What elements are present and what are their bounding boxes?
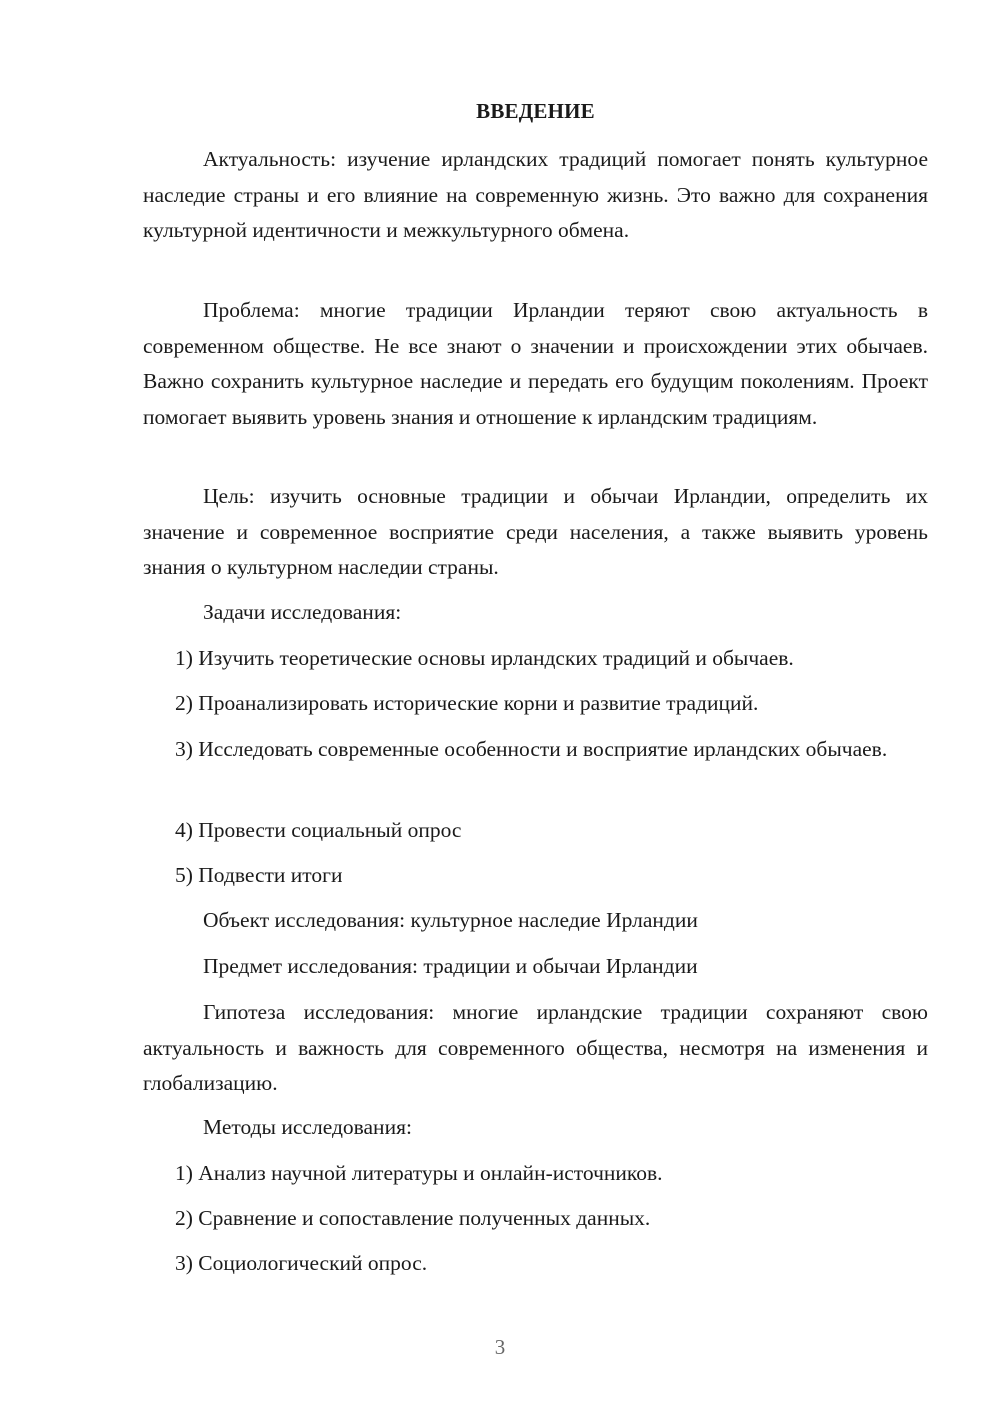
tasks-title: Задачи исследования: [203, 600, 402, 624]
task-item: 3) Исследовать современные особенности и восприятие ирландских обычаев. [175, 737, 888, 761]
subject-paragraph: Предмет исследования: традиции и обычаи Ирландии [203, 954, 698, 978]
method-item: 3) Социологический опрос. [175, 1251, 428, 1275]
task-item: 4) Провести социальный опрос [175, 818, 462, 842]
methods-title: Методы исследования: [203, 1115, 412, 1139]
task-item: 1) Изучить теоретические основы ирландских традиций и обычаев. [175, 646, 794, 670]
page-number: 3 [494, 1335, 506, 1359]
task-item: 5) Подвести итоги [175, 863, 343, 887]
object-paragraph: Объект исследования: культурное наследие Ирландии [203, 908, 698, 932]
problem-paragraph: Проблема: многие традиции Ирландии теряют свою актуальность в современном обществе. Не все знают о значении и происхождении этих обычаев. Важно сохранить культурное наследие и передать его будущим поколениям. Проект помогает выявить уровень знания и отношение к ирландским традициям. [143, 298, 928, 429]
relevance-paragraph: Актуальность: изучение ирландских традиций помогает понять культурное наследие страны и его влияние на современную жизнь. Это важно для сохранения культурной идентичности и межкультурного обмена. [143, 147, 928, 242]
goal-paragraph: Цель: изучить основные традиции и обычаи Ирландии, определить их значение и современное восприятие среди населения, а также выявить уровень знания о культурном наследии страны. [143, 484, 928, 579]
method-item: 2) Сравнение и сопоставление полученных данных. [175, 1206, 651, 1230]
section-heading: ВВЕДЕНИЕ [476, 99, 595, 123]
task-item: 2) Проанализировать исторические корни и развитие традиций. [175, 691, 759, 715]
hypothesis-paragraph: Гипотеза исследования: многие ирландские традиции сохраняют свою актуальность и важность для современного общества, несмотря на изменения и глобализацию. [143, 1000, 928, 1095]
method-item: 1) Анализ научной литературы и онлайн-источников. [175, 1161, 663, 1185]
